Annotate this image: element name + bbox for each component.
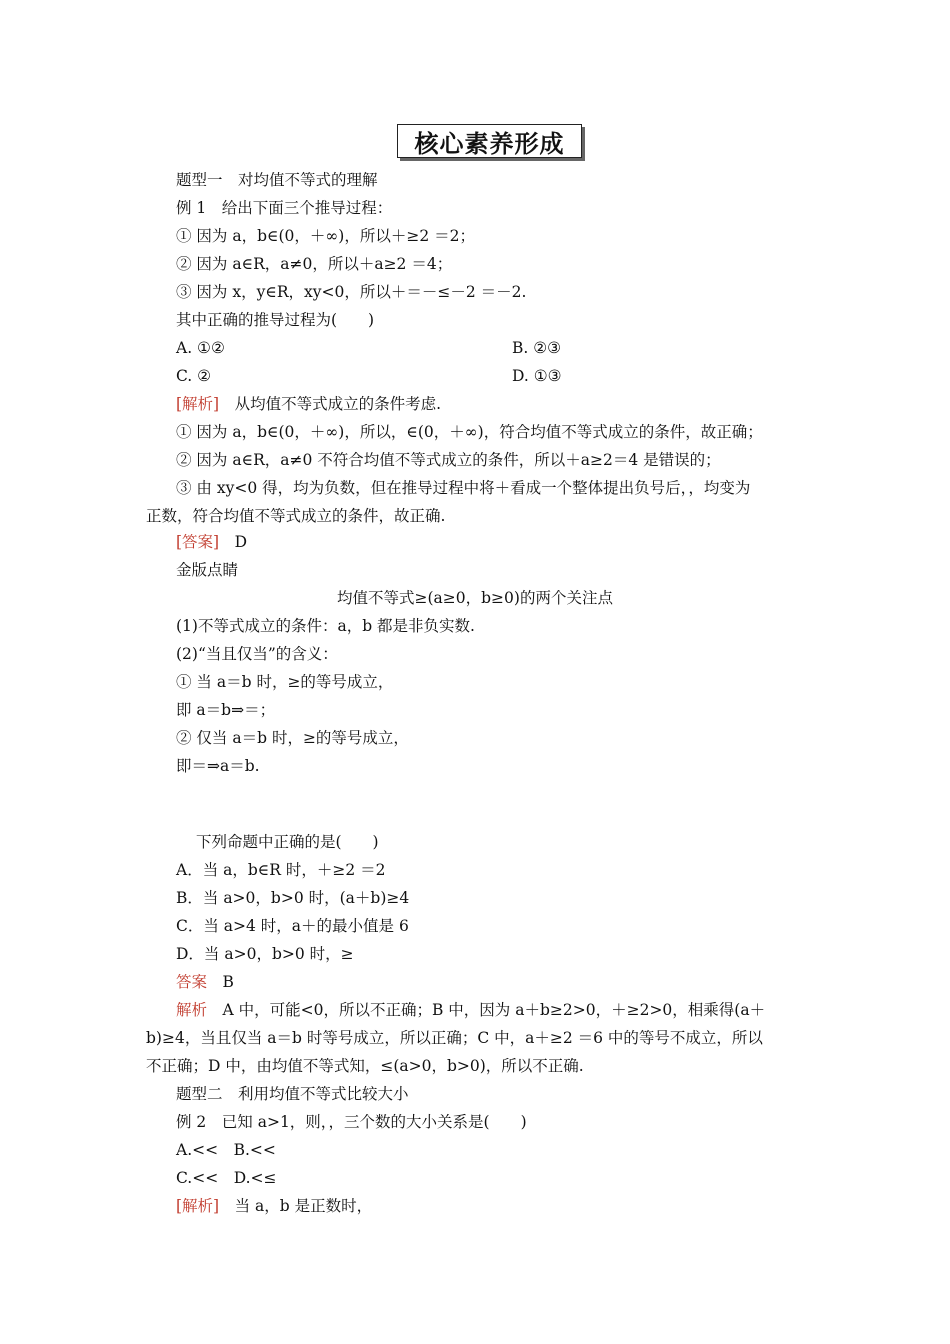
- practice-question: 下列命题中正确的是( ): [196, 833, 379, 851]
- answer-line: [176, 532, 247, 552]
- analysis-line-4: 正数，符合均值不等式成立的条件，故正确.: [146, 507, 446, 525]
- example2-options-2: C.<< D.<≤: [176, 1169, 277, 1187]
- analysis-line: [176, 394, 441, 414]
- example2-analysis-tag: [解析]: [176, 1197, 220, 1215]
- practice-option-b: B．当 a>0，b>0 时，(a＋b)≥4: [176, 889, 410, 907]
- example2-options-1: A.<< B.<<: [176, 1141, 276, 1159]
- answer-tag: [答案]: [176, 533, 220, 551]
- analysis-line-3: ③ 由 xy<0 得，均为负数，但在推导过程中将＋看成一个整体提出负号后，，均变为: [176, 479, 751, 497]
- practice-option-a: A．当 a，b∈R 时，＋≥2 ＝2: [176, 861, 386, 879]
- practice-option-d: D．当 a>0，b>0 时，≥: [176, 945, 354, 963]
- analysis-line-2: ② 因为 a∈R，a≠0 不符合均值不等式成立的条件，所以＋a≥2＝4 是错误的；: [176, 451, 721, 469]
- step-1: ① 因为 a，b∈(0，＋∞)，所以＋≥2 ＝2；: [176, 227, 475, 245]
- practice-analysis-line-1: A 中，可能<0，所以不正确；B 中，因为 a＋b≥2>0，＋≥2>0，相乘得(a＋: [207, 1001, 766, 1019]
- analysis-tag: [解析]: [176, 395, 220, 413]
- step-2: ② 因为 a∈R，a≠0，所以＋a≥2 ＝4；: [176, 255, 453, 273]
- analysis-line-1: ① 因为 a，b∈(0，＋∞)，所以，∈(0，＋∞)，符合均值不等式成立的条件，故正确；: [176, 423, 763, 441]
- option-b: B. ②③: [512, 339, 562, 357]
- example2-analysis-text: 当 a，b 是正数时，: [219, 1197, 373, 1215]
- jinban-heading: 金版点睛: [176, 561, 239, 579]
- practice-analysis-line-2: b)≥4，当且仅当 a＝b 时等号成立，所以正确；C 中，a＋≥2 ＝6 中的等号不成立，所以: [146, 1029, 763, 1047]
- example2-analysis: [176, 1196, 372, 1216]
- example2-text: 例 2 已知 a>1，则，，三个数的大小关系是( ): [176, 1113, 527, 1131]
- practice-answer-tag: 答案: [176, 973, 208, 991]
- answer-value: D: [219, 533, 248, 551]
- practice-answer: [176, 972, 234, 992]
- jinban-line-1: (1)不等式成立的条件：a，b 都是非负实数.: [176, 617, 475, 635]
- jinban-subtitle: 均值不等式≥(a≥0，b≥0)的两个关注点: [337, 589, 613, 607]
- option-a: A. ①②: [176, 339, 225, 357]
- option-c: C. ②: [176, 367, 212, 385]
- practice-option-c: C．当 a>4 时，a＋的最小值是 6: [176, 917, 409, 935]
- practice-analysis: [176, 1000, 765, 1020]
- example1-text: 例 1 给出下面三个推导过程：: [176, 199, 393, 217]
- option-d: D. ①③: [512, 367, 562, 385]
- question-text: 其中正确的推导过程为( ): [176, 311, 375, 329]
- jinban-line-5: ② 仅当 a＝b 时，≥的等号成立，: [176, 729, 409, 747]
- jinban-line-6: 即＝⇒a＝b.: [176, 757, 260, 775]
- type2-heading: 题型二 利用均值不等式比较大小: [176, 1085, 409, 1103]
- section-title: 核心素养形成: [397, 124, 582, 158]
- practice-answer-value: B: [207, 973, 234, 991]
- jinban-line-2: (2)“当且仅当”的含义：: [176, 645, 338, 663]
- jinban-line-4: 即 a＝b⇒＝；: [176, 701, 276, 719]
- analysis-intro: 从均值不等式成立的条件考虑.: [219, 395, 442, 413]
- practice-analysis-tag: 解析: [176, 1001, 208, 1019]
- type1-heading: 题型一 对均值不等式的理解: [176, 171, 378, 189]
- jinban-line-3: ① 当 a＝b 时，≥的等号成立，: [176, 673, 394, 691]
- step-3: ③ 因为 x，y∈R，xy<0，所以＋＝－≤－2 ＝－2.: [176, 283, 527, 301]
- practice-analysis-line-3: 不正确；D 中，由均值不等式知，≤(a>0，b>0)，所以不正确.: [146, 1057, 584, 1075]
